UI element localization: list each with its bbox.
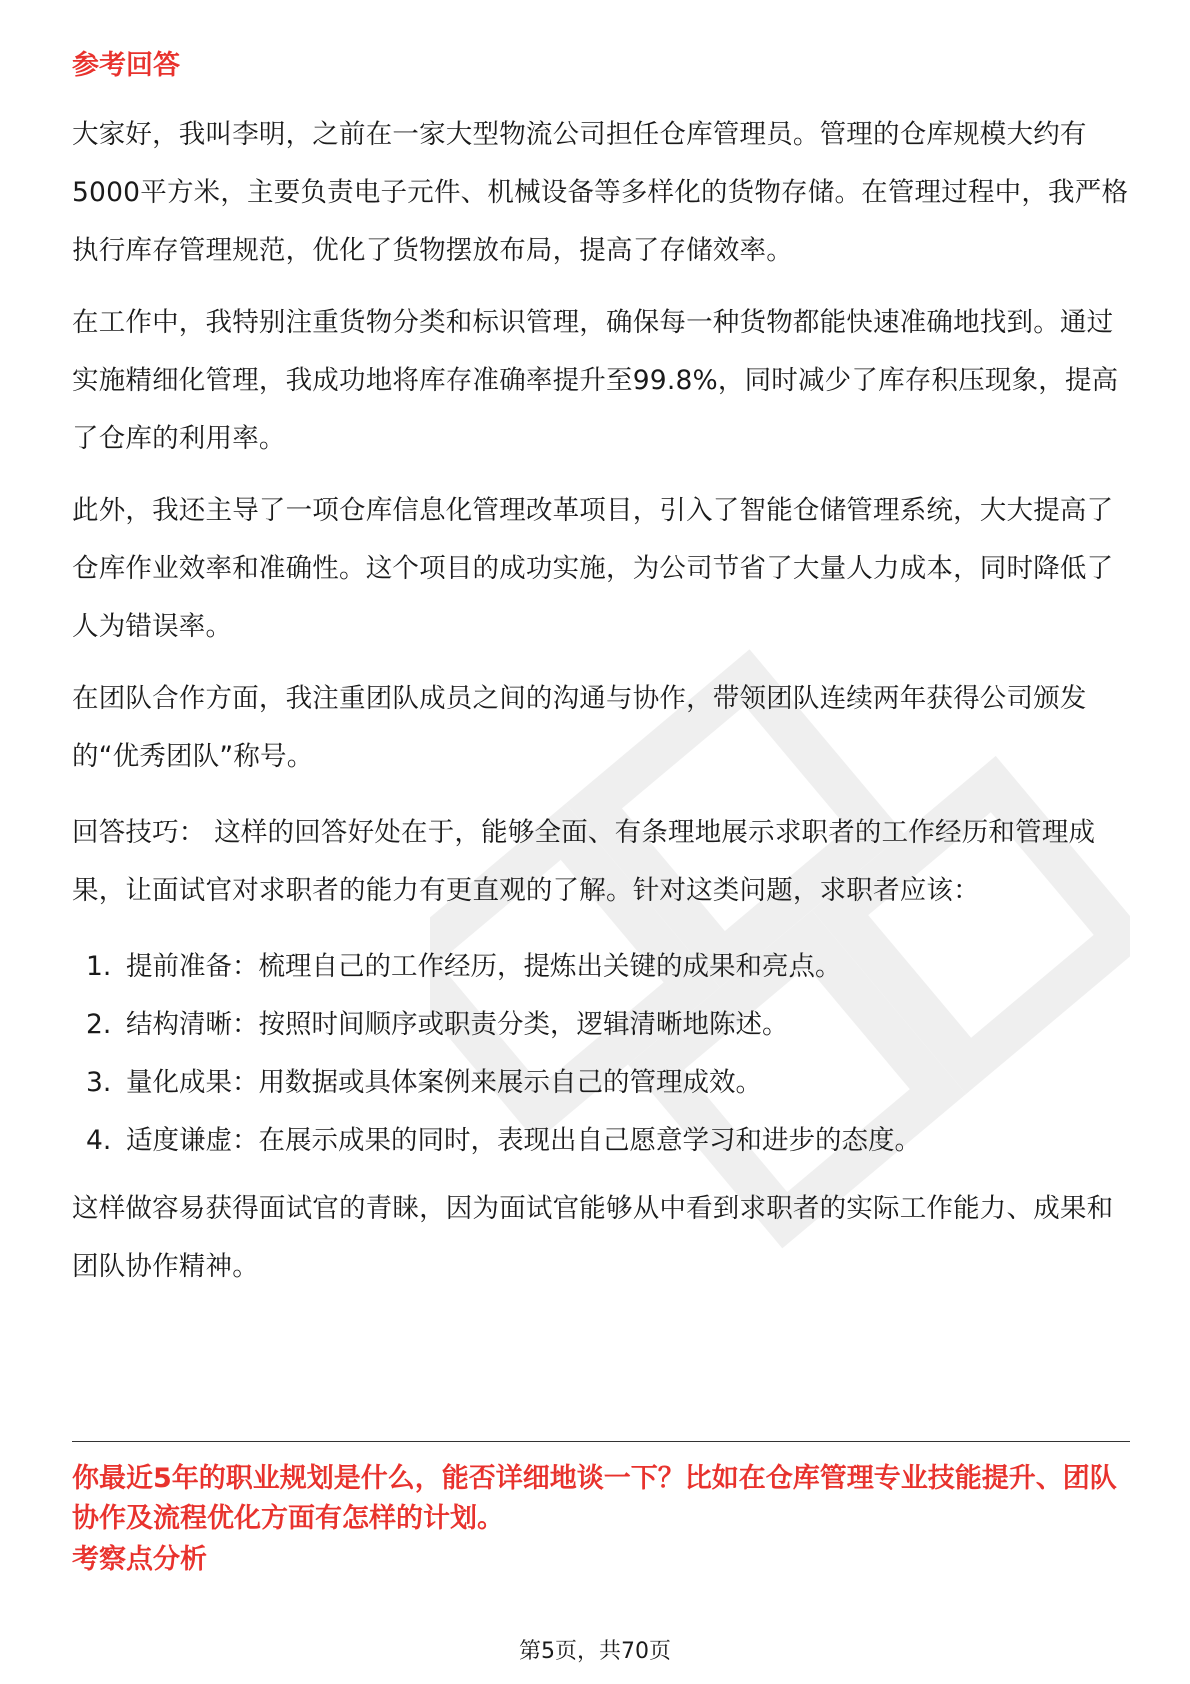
reference-answer-heading: 参考回答 xyxy=(72,50,180,81)
list-item: 3. 量化成果：用数据或具体案例来展示自己的管理成效。 xyxy=(86,1067,762,1098)
analysis-heading: 考察点分析 xyxy=(72,1544,207,1575)
list-item: 1. 提前准备：梳理自己的工作经历，提炼出关键的成果和亮点。 xyxy=(86,951,842,982)
list-item: 4. 适度谦虚：在展示成果的同时，表现出自己愿意学习和进步的态度。 xyxy=(86,1125,921,1156)
next-question: 你最近5年的职业规划是什么，能否详细地谈一下？比如在仓库管理专业技能提升、团队协作及流程优化方面有怎样的计划。 xyxy=(72,1463,1117,1534)
answer-paragraph-2: 在工作中，我特别注重货物分类和标识管理，确保每一种货物都能快速准确地找到。通过实施精细化管理，我成功地将库存准确率提升至99.8%，同时减少了库存积压现象，提高了仓库的利用率。 xyxy=(72,307,1119,454)
closing-paragraph: 这样做容易获得面试官的青睐，因为面试官能够从中看到求职者的实际工作能力、成果和团队协作精神。 xyxy=(72,1193,1114,1282)
section-divider xyxy=(72,1441,1130,1442)
answer-tips-intro: 回答技巧： 这样的回答好处在于，能够全面、有条理地展示求职者的工作经历和管理成果，让面试官对求职者的能力有更直观的了解。针对这类问题，求职者应该： xyxy=(72,817,1096,906)
answer-paragraph-4: 在团队合作方面，我注重团队成员之间的沟通与协作，带领团队连续两年获得公司颁发的“优秀团队”称号。 xyxy=(72,683,1087,772)
list-item: 2. 结构清晰：按照时间顺序或职责分类，逻辑清晰地陈述。 xyxy=(86,1009,789,1040)
page-number: 第5页，共70页 xyxy=(519,1639,671,1664)
tips-list xyxy=(72,938,1130,1170)
answer-paragraph-3: 此外，我还主导了一项仓库信息化管理改革项目，引入了智能仓储管理系统，大大提高了仓库作业效率和准确性。这个项目的成功实施，为公司节省了大量人力成本，同时降低了人为错误率。 xyxy=(72,495,1114,642)
answer-paragraph-1: 大家好，我叫李明，之前在一家大型物流公司担任仓库管理员。管理的仓库规模大约有5000平方米，主要负责电子元件、机械设备等多样化的货物存储。在管理过程中，我严格执行库存管理规范，优化了货物摆放布局，提高了存储效率。 xyxy=(72,119,1129,266)
